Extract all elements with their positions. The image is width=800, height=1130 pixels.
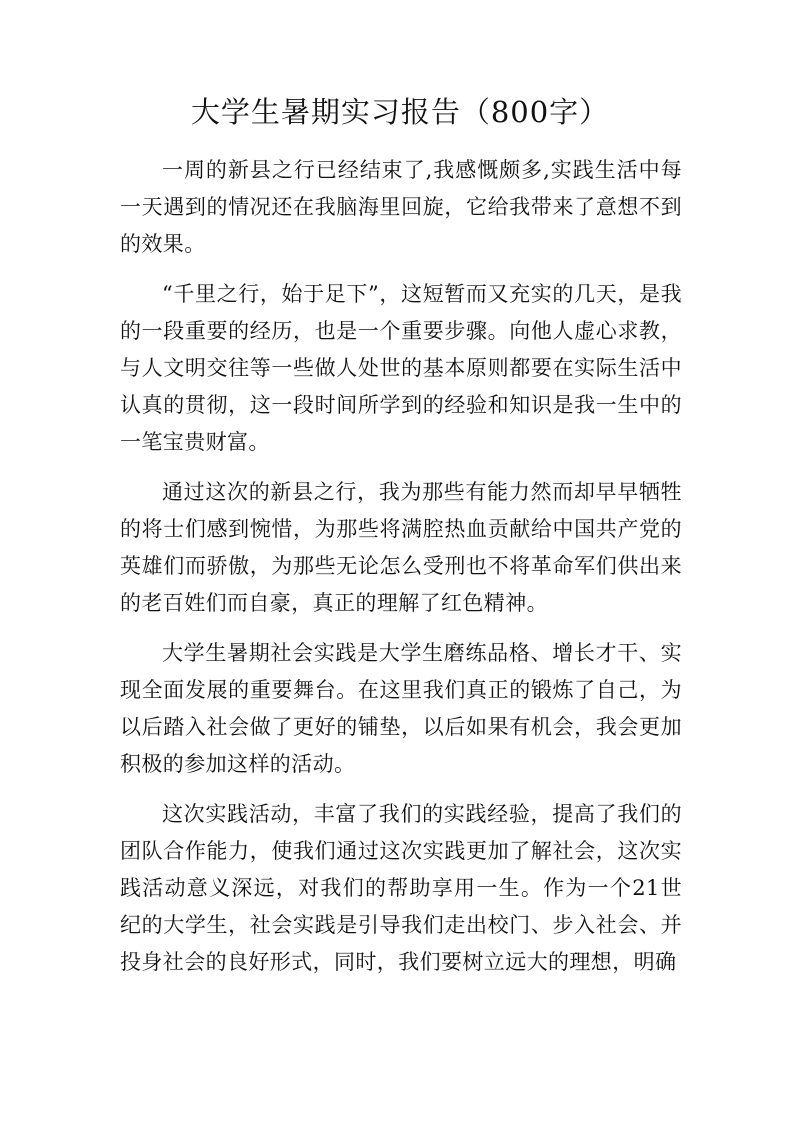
document-body: [120, 152, 682, 994]
paragraph-5: 这次实践活动，丰富了我们的实践经验，提高了我们的团队合作能力，使我们通过这次实践更加了解社会，这次实践活动意义深远，对我们的帮助享用一生。作为一个21世纪的大学生，社会实践是引导我们走出校门、步入社会、并投身社会的良好形式，同时，我们要树立远大的理想，明确: [120, 802, 682, 974]
paragraph-3: 通过这次的新县之行，我为那些有能力然而却早早牺牲的将士们感到惋惜，为那些将满腔热血贡献给中国共产党的英雄们而骄傲，为那些无论怎么受刑也不将革命军们供出来的老百姓们而自豪，真正的理解了红色精神。: [120, 480, 682, 615]
paragraph-2: “千里之行，始于足下”，这短暂而又充实的几天，是我的一段重要的经历，也是一个重要步骤。向他人虚心求教，与人文明交往等一些做人处世的基本原则都要在实际生活中认真的贯彻，这一段时间所学到的经验和知识是我一生中的一笔宝贵财富。: [120, 282, 682, 454]
paragraph-4: 大学生暑期社会实践是大学生磨练品格、增长才干、实现全面发展的重要舞台。在这里我们真正的锻炼了自己，为以后踏入社会做了更好的铺垫，以后如果有机会，我会更加积极的参加这样的活动。: [120, 641, 682, 776]
paragraph-1: 一周的新县之行已经结束了,我感慨颇多,实践生活中每一天遇到的情况还在我脑海里回旋，它给我带来了意想不到的效果。: [120, 158, 682, 256]
document-title: 大学生暑期实习报告（800字）: [190, 95, 610, 129]
